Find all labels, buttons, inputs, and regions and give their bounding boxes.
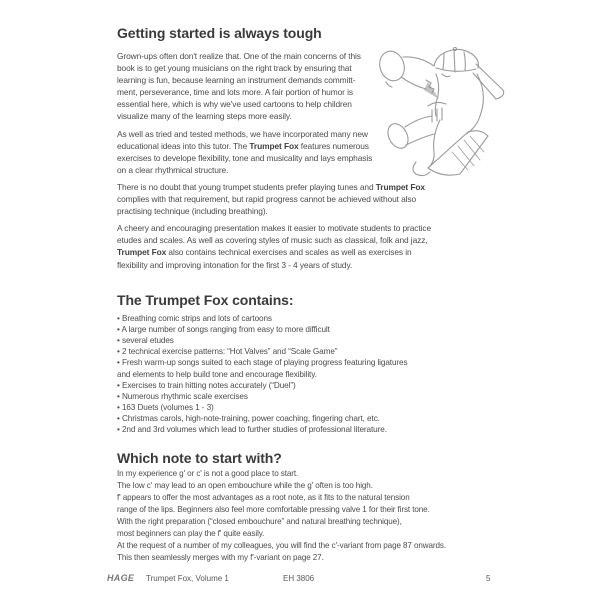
footer-book-title: Trumpet Fox, Volume 1 bbox=[146, 574, 229, 583]
bullet-item: • 2 technical exercise patterns: “Hot Valves” and “Scale Game” bbox=[117, 347, 338, 357]
publisher-logo: HAGE bbox=[107, 573, 135, 583]
section-heading-getting-started: Getting started is always tough bbox=[117, 25, 322, 41]
text-line: Trumpet Fox also contains technical exercises and scales as well as exercises in bbox=[117, 247, 412, 258]
paragraph bbox=[117, 468, 517, 565]
bullet-item: • several etudes bbox=[117, 335, 174, 345]
text-line: With the right preparation (“closed embouchure” and natural breathing technique), bbox=[117, 517, 402, 527]
bullet-item: • Fresh warm-up songs suited to each stage of playing progress featuring ligatures bbox=[117, 358, 408, 368]
text-line: on a clear rhythmical structure. bbox=[117, 164, 229, 175]
text-line: etudes and scales. As well as covering styles of music such as classical, folk and jazz, bbox=[117, 235, 428, 246]
page-footer bbox=[0, 573, 600, 587]
paragraph bbox=[117, 128, 517, 176]
text-line: flexibility and improving intonation for the first 3 - 4 years of study. bbox=[117, 259, 353, 270]
section-body-2 bbox=[117, 468, 517, 565]
bullet-item: • Christmas carols, high-note-training, power coaching, fingering chart, etc. bbox=[117, 414, 380, 424]
text-line: educational ideas into this tutor. The Trumpet Fox features numerous bbox=[117, 140, 369, 151]
text-line: As well as tried and tested methods, we have incorporated many new bbox=[117, 128, 368, 139]
paragraph bbox=[117, 50, 517, 123]
text-line: complies with that requirement, but rapid progress cannot be achieved without also bbox=[117, 194, 417, 205]
content-column bbox=[117, 24, 517, 569]
text-line: This then seamlessly merges with my f'-variant on page 27. bbox=[117, 553, 324, 563]
section-heading-which-note: Which note to start with? bbox=[117, 449, 282, 466]
bullet-item: • 163 Duets (volumes 1 - 3) bbox=[117, 403, 214, 413]
text-line: book is to get young musicians on the right track by ensuring that bbox=[117, 63, 352, 74]
text-line: essential here, which is why we've used cartoons to help children bbox=[117, 99, 352, 110]
text-line: range of the lips. Beginners also feel more comfortable pressing valve 1 for their first tone. bbox=[117, 504, 430, 514]
text-line: ment, perseverance, time and lots more. A fair portion of humor is bbox=[117, 87, 353, 98]
text-line: practising technique (including breathing). bbox=[117, 206, 268, 217]
text-line: At the request of a number of my colleagues, you will find the c'-variant from page 87 onwards. bbox=[117, 541, 447, 551]
section-trumpet-fox-contains bbox=[117, 291, 517, 436]
bullet-list bbox=[117, 313, 517, 436]
text-line: The low c' may lead to an open embouchure while the g' often is too high. bbox=[117, 480, 373, 490]
footer-catalog-number: EH 3806 bbox=[283, 574, 315, 583]
section-getting-started bbox=[117, 24, 517, 271]
text-line: There is no doubt that young trumpet students prefer playing tunes and Trumpet Fox bbox=[117, 181, 425, 192]
bullet-item: • Exercises to train hitting notes accurately (“Duel”) bbox=[117, 380, 296, 390]
text-line: A cheery and encouraging presentation makes it easier to motivate students to practice bbox=[117, 223, 432, 234]
bullet-item: • 2nd and 3rd volumes which lead to further studies of professional literature. bbox=[117, 425, 387, 435]
bullet-item: • Numerous rhythmic scale exercises bbox=[117, 391, 248, 401]
paragraph bbox=[117, 181, 517, 217]
page-number: 5 bbox=[486, 574, 491, 583]
bullet-item: • Breathing comic strips and lots of cartoons bbox=[117, 313, 272, 323]
text-line: most beginners can play the f' quite easily. bbox=[117, 529, 265, 539]
section-body-0 bbox=[117, 50, 517, 271]
text-line: In my experience g' or c' is not a good place to start. bbox=[117, 468, 299, 478]
text-line: Grown-ups often don't realize that. One of the main concerns of this bbox=[117, 51, 361, 61]
section-which-note bbox=[117, 449, 517, 565]
paragraph bbox=[117, 222, 517, 270]
section-body-1 bbox=[117, 313, 517, 436]
text-line: f' appears to offer the most advantages as a root note, as it fits to the natural tension bbox=[117, 492, 410, 502]
text-line: exercises to develope flexibility, tone and musicality and lays emphasis bbox=[117, 152, 373, 163]
text-line: visualize many of the learning steps more easily. bbox=[117, 111, 292, 122]
bullet-item-continuation: and elements to help build tone and encourage flexibility. bbox=[117, 369, 317, 379]
text-line: learning is fun, because learning an instrument demands committ- bbox=[117, 75, 356, 86]
bullet-item: • A large number of songs ranging from easy to more difficult bbox=[117, 324, 330, 334]
section-heading-contains: The Trumpet Fox contains: bbox=[117, 291, 294, 308]
